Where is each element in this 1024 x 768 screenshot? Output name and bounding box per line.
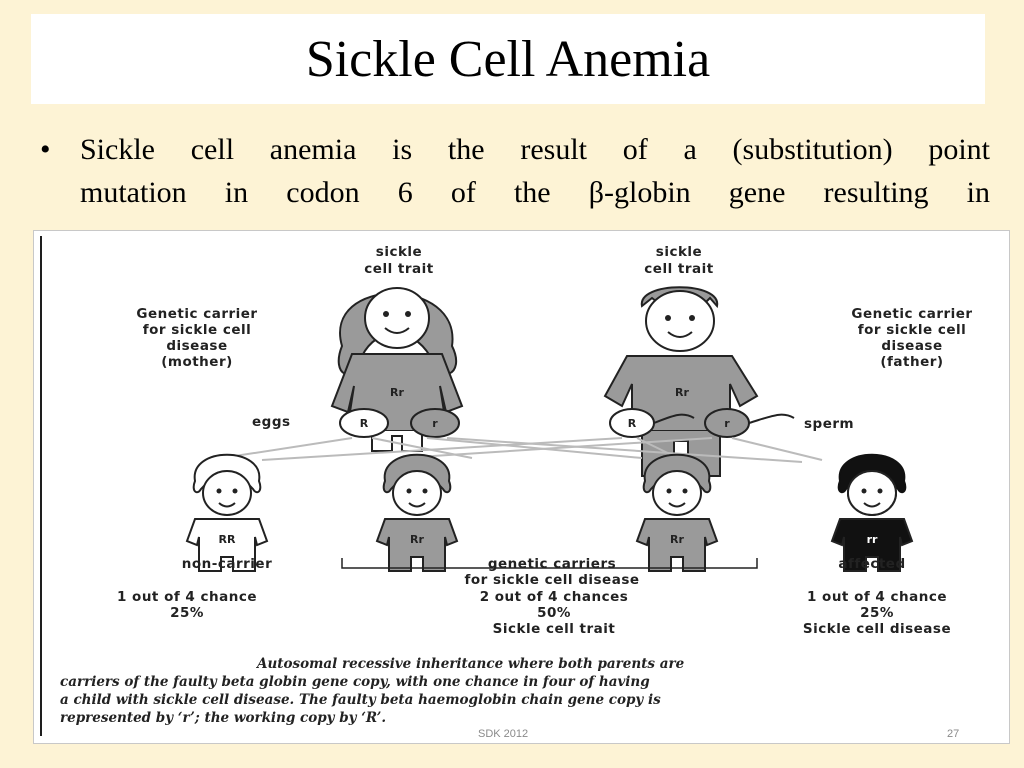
chance-2-line-1: 2 out of 4 chances bbox=[479, 589, 629, 605]
carriers-line-2: for sickle cell disease bbox=[464, 572, 640, 588]
child-4-label: affected bbox=[838, 556, 906, 572]
caption-line-2: carriers of the faulty beta globin gene copy, with one chance in four of having bbox=[60, 674, 650, 690]
child-1-label: non-carrier bbox=[181, 556, 273, 572]
father-trait-line2: cell trait bbox=[644, 261, 714, 277]
chance-3-line-1: 1 out of 4 chance bbox=[806, 589, 948, 605]
child-4 bbox=[832, 455, 912, 571]
carriers-line-1: genetic carriers bbox=[487, 556, 617, 572]
child-2-genotype: Rr bbox=[410, 533, 424, 546]
title-box bbox=[31, 14, 985, 104]
caption-line-4: represented by ‘r’; the working copy by ‘R’. bbox=[60, 710, 387, 726]
child-3-genotype: Rr bbox=[670, 533, 684, 546]
chance-3-line-2: 25% bbox=[860, 605, 894, 621]
mother-trait-line2: cell trait bbox=[364, 261, 434, 277]
bullet-line-1: Sickle cell anemia is the result of a (substitution) point bbox=[80, 133, 990, 166]
sperm-label: sperm bbox=[804, 416, 855, 432]
chance-1-line-2: 25% bbox=[170, 605, 204, 621]
eggs-label: eggs bbox=[252, 414, 291, 430]
child-3 bbox=[637, 455, 717, 571]
footer-text: SDK 2012 bbox=[478, 728, 529, 740]
child-1 bbox=[187, 455, 267, 571]
chance-3-line-3: Sickle cell disease bbox=[802, 621, 952, 637]
chance-1-line-1: 1 out of 4 chance bbox=[116, 589, 258, 605]
father-trait-line1: sickle bbox=[655, 244, 703, 260]
bullet-symbol: • bbox=[40, 133, 51, 166]
father-desc-3: disease bbox=[881, 338, 943, 354]
figure-image bbox=[40, 236, 1002, 736]
child-2 bbox=[377, 455, 457, 571]
bullet-point bbox=[40, 128, 990, 214]
mother-genotype: Rr bbox=[390, 386, 404, 399]
mother-desc-3: disease bbox=[166, 338, 228, 354]
father-desc-1: Genetic carrier bbox=[851, 306, 973, 322]
father-genotype: Rr bbox=[675, 386, 689, 399]
child-1-genotype: RR bbox=[218, 533, 236, 546]
caption-line-1: Autosomal recessive inheritance where both parents are bbox=[257, 656, 685, 672]
slide-title: Sickle Cell Anemia bbox=[305, 30, 711, 88]
chance-2-line-2: 50% bbox=[537, 605, 571, 621]
gametes bbox=[252, 409, 854, 437]
bullet-text bbox=[80, 128, 990, 214]
sperm-R-label: R bbox=[627, 417, 637, 430]
child-4-genotype: rr bbox=[866, 533, 878, 546]
egg-R-label: R bbox=[359, 417, 369, 430]
mother-trait-line1: sickle bbox=[375, 244, 423, 260]
father-desc-4: (father) bbox=[880, 354, 944, 370]
mother-desc-4: (mother) bbox=[161, 354, 233, 370]
sperm-r-label: r bbox=[724, 417, 730, 430]
chance-2-line-3: Sickle cell trait bbox=[492, 621, 616, 637]
cross-lines bbox=[222, 438, 822, 462]
caption-line-3: a child with sickle cell disease. The faulty beta haemoglobin chain gene copy is bbox=[60, 692, 661, 708]
bullet-line-2: mutation in codon 6 of the β-globin gene resulting in bbox=[80, 176, 990, 209]
mother-desc-2: for sickle cell bbox=[142, 322, 252, 338]
inheritance-diagram bbox=[42, 236, 1002, 736]
egg-r-label: r bbox=[432, 417, 438, 430]
mother-desc-1: Genetic carrier bbox=[136, 306, 258, 322]
page-number: 27 bbox=[947, 728, 960, 740]
father-desc-2: for sickle cell bbox=[857, 322, 967, 338]
